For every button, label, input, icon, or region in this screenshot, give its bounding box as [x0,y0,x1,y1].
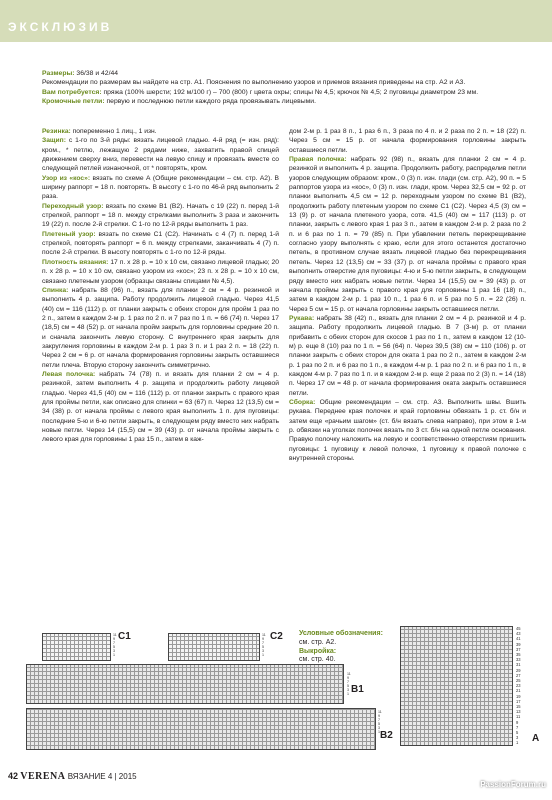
symbols-ref: см. стр. А2. [299,638,337,646]
paragraph-text: с 1-го по 3-й ряды: вязать лицевой гладью. 4-й ряд (= изн. ряд): кром., * петлю, лежащую 2 рядами ниже, захватить правой спицей движением сверху вниз, перевести на левую спицу и провязать вместе со следующей петлей изнаночной, от * повторять, кром. [42,137,279,173]
chart-b1-label: B1 [351,684,364,695]
chart-c1 [42,633,111,661]
chart-c1-row-numbers [113,633,117,657]
paragraph-heading: Рукава: [289,314,315,322]
paragraph [42,202,279,230]
header-band [0,0,552,42]
paragraph-text: 17 п. x 28 р. = 10 x 10 см, связано лицевой гладью; 20 п. x 28 р. = 10 x 10 см, связано узором из «кос»; 23 п. x 28 р. = 10 x 10 см, связано плетеным узором (образцы связаны спицами № 4,5). [42,258,279,285]
chart-c2-row-numbers [262,633,266,657]
paragraph-text: вязать по схеме В1 (В2). Начать с 19 (22) п. перед 1-й стрелкой, раппорт = 18 п. между стрелками выполнить 3 раза и закончить 19 (22) п. после 2-й стрелки. С 1-го по 12-й ряды выполнить 1 раз. [42,202,279,229]
row-number: 5 [347,684,349,688]
row-number: 5 [378,722,380,726]
sizes-value: 36/38 и 42/44 [74,70,119,77]
page-number: 42 [8,771,19,781]
paragraph [289,127,526,155]
recommend-text: Рекомендации по размерам вы найдете на стр. А1. Пояснения по выполнению узоров и приемов вязания приведены на стр. А2 и А3. [42,79,466,87]
paragraph-heading: Плетеный узор: [42,230,96,238]
paragraph [289,314,526,398]
row-number: 3 [347,688,349,692]
paragraph [289,398,526,463]
row-number: 3 [262,649,264,653]
symbols-heading: Условные обозначения: [299,630,383,637]
paragraph-text: набрать 92 (98) п., вязать для планки 2 см = 4 р. резинкой и выполнить 4 р. защипа. Продолжить работу, распределив петли узоров следующим образом: кром., 0 (3) п. изн. глади (см. стр. А2), 90 п. = 5 раппортов узора из «кос», 0 (3) п. изн. глади, кром. Через 32,5 см = 92 р. от планки выполнить 4,5 см = 12 р. переходным узором по схеме В1 (В2), продолжить работу плетеным узором по схеме С1 (С2). Через 4,5 (3) см = 13 (9) р. от начала плетеного узора, сотв. 41,5 (40) см = 117 (113) р. от планки, закрыть с левого края 1 раз 3 п., затем в каждом 2-м р. 2 раза по 2 п. и 6 раз по 1 п. = 79 (85) п. При убавлении петель перекрещивание согласно узору выполнять с краю, если для этого останется достаточно петель, в противном случае вязать лицевой гладью без перекрещивания петель. Через 12 (13,5) см = 33 (37) р. от начала проймы с правого края выполнить отверстие для пуговицы: 4-ю и 5-ю петли закрыть, в следующем ряду вместо них набрать новые петли. Через 14 (15,5) см = 39 (43) р. от начала проймы закрыть с правого края для горловины 1 раз 16 (18) п., затем в каждом 2-м р. 1 раз 10 п., 1 раз 6 п. и 5 раз по 5 п. = 22 (26) п. Через 5 см = 15 р. от начала горловины закрыть оставшиеся петли. [289,156,526,313]
paragraph-text: набрать 74 (78) п. и вязать для планки 2 см = 4 р. резинкой, затем выполнить 4 р. защипа и продолжить работу лицевой гладью. Через 41,5 (40) см = 116 (112) р. от планки закрыть с правого края для проймы петли, как описано для спинки = 63 (67) п. Через 12 (13,5) см = 34 (38) р. от начала проймы с левого края выполнить 1 п. для пуговицы: последние 5-ю и 6-ю петли закрыть, в следующем ряду вместо них набрать новые петли. Через 14 (15,5) см = 39 (43) р. от начала проймы закрыть с левого края для горловины 1 раз 15 п., затем в каж- [42,370,279,444]
row-number: 11 [113,633,117,637]
row-number: 3 [113,649,115,653]
legend-block [299,630,394,665]
materials-value: пряжа (100% шерсти; 192 м/100 г) – 700 (800) г цвета охры; спицы № 4,5; крючок № 4,5; 2 пуговицы диаметром 23 мм. [101,88,479,96]
paragraph [42,136,279,173]
row-number: 1 [516,740,519,746]
row-number: 9 [262,637,264,641]
row-number: 43 [516,631,521,637]
row-number: 7 [347,680,349,684]
row-number: 1 [347,692,349,696]
row-number: 33 [516,657,521,663]
intro-block [42,69,512,107]
paragraph-heading: Переходный узор: [42,202,104,210]
page-footer [8,771,137,782]
paragraph-text: набрать 38 (42) п., вязать для планки 2 см = 4 р. резинкой и 4 р. защипа. Работу продолжить лицевой гладью. В 7 (3-м) р. от планки прибавить с обеих сторон для скосов 1 раз по 1 п., затем в каждом 12 (10-м) р. еще 8 (10) раз по 1 п. = 56 (64) п. Через 39,5 (38) см = 110 (106) р. от планки закрыть с обеих сторон для оката 1 раз по 2 п., затем в каждом 2-м р. 1 раз по 2 п. и 6 раз по 1 п., в каждом 4-м р. 1 раз по 2 п. и 6 раз по 1 п., в каждом 4-м р. 7 раз по 1 п. и в каждом 2-м р. еще 2 раза по 2 (3) п. = 14 (18) п. Через 17 см = 48 р. от начала формирования оката закрыть оставшиеся петли. [289,314,526,397]
edge-value: первую и последнюю петли каждого ряда провязывать лицевыми. [104,98,316,106]
paragraph [42,174,279,202]
paragraph-text: попеременно 1 лиц., 1 изн. [70,128,157,135]
row-number: 19 [516,693,521,699]
row-number: 21 [516,688,521,694]
row-number: 1 [378,730,380,734]
paragraph-text: дом 2-м р. 1 раз 8 п., 1 раз 6 п., 3 раза по 4 п. и 2 раза по 2 п. = 18 (22) п. Через 5 см = 15 р. от начала формирования горловины закрыть оставшиеся петли. [289,128,526,154]
paragraph-heading: Спинка: [42,286,69,294]
row-number: 9 [378,714,380,718]
section-title: ЭКСКЛЮЗИВ [8,20,113,34]
paragraph-heading: Плотность вязания: [42,258,109,266]
materials-label: Вам потребуется: [42,88,102,96]
row-number: 5 [262,645,264,649]
paragraph-heading: Правая полочка: [289,156,347,164]
row-number: 37 [516,646,521,652]
paragraph [42,286,279,370]
row-number: 9 [516,719,519,725]
row-number: 17 [516,698,521,704]
chart-a [400,626,513,746]
chart-c2-label: C2 [270,631,283,642]
row-number: 7 [262,641,264,645]
paragraph [42,258,279,286]
left-column [42,127,279,445]
paragraph-text: набрать 88 (96) п., вязать для планки 2 см = 4 р. резинкой и выполнить 4 р. защипа. Работу продолжить лицевой гладью. Через 41,5 (40) см = 116 (112) р. от планки закрыть с обеих сторон для пройм 1 раз по 2 п., затем в каждом 2-м р. 1 раз по 2 п. и 7 раз по 1 п. = 66 (74) п. Через 17 (18,5) см = 48 (52) р. от начала пройм закрыть для горловины средние 20 п. и сначала закончить левую сторону. С внутреннего края закрыть для закругления горловины в каждом 2-м р. 1 раз 3 п. и 1 раз 2 п. = 18 (22) п. Через 2 см = 6 р. от начала формирования горловины закрыть оставшиеся петли плеча. Вторую сторону закончить симметрично. [42,286,279,369]
edge-label: Кромочные петли: [42,98,105,106]
row-number: 9 [347,676,349,680]
paragraph-text: вязать по схеме А (Общие рекомендации – см. стр. А2). В ширину раппорт = 18 п. повторять. В высоту с 1-го по 46-й ряд выполнить 2 раза. [42,174,279,201]
chart-a-label: A [532,733,540,744]
row-number: 23 [516,683,521,689]
right-column [289,127,526,463]
row-number: 7 [516,724,519,730]
issue-text: ВЯЗАНИЕ 4 | 2015 [67,772,137,781]
paragraph-text: вязать по схеме С1 (С2). Начинать с 4 (7) п. перед 1-й стрелкой, повторять раппорт = 6 п. между стрелками, заканчивать 4 (7) п. после 2-й стрелки. В высоту повторять с 1-го по 12-й ряды. [42,230,280,257]
row-number: 11 [262,633,266,637]
row-number: 27 [516,672,521,678]
chart-b2 [26,708,376,750]
paragraph-heading: Резинка: [42,128,71,135]
chart-b2-label: B2 [380,730,393,741]
paragraph [42,370,279,445]
chart-a-row-numbers [516,626,521,746]
row-number: 15 [516,704,521,710]
paragraph [289,155,526,314]
row-number: 45 [516,626,521,631]
row-number: 9 [113,637,115,641]
paragraph-heading: Защип: [42,137,66,145]
paragraph [42,230,279,258]
row-number: 7 [378,718,380,722]
row-number: 39 [516,641,521,647]
row-number: 31 [516,662,521,668]
row-number: 29 [516,667,521,673]
row-number: 1 [113,653,115,657]
row-number: 3 [516,735,519,741]
row-number: 25 [516,678,521,684]
row-number: 3 [378,726,380,730]
row-number: 35 [516,652,521,658]
row-number: 11 [516,714,521,720]
row-number: 11 [347,672,351,676]
row-number: 11 [378,710,382,714]
brand-logo: VERENA [20,771,66,782]
row-number: 7 [113,641,115,645]
chart-c1-label: C1 [118,631,131,642]
row-number: 41 [516,636,521,642]
pattern-heading: Выкройка: [299,647,337,655]
sizes-label: Размеры: [42,70,75,77]
row-number: 5 [113,645,115,649]
paragraph-text: Общие рекомендации – см. стр. А3. Выполнить швы. Вшить рукава. Переднее края полочек и край горловины обвязать 1 р. ст. б/н и затем еще «рачьим шагом» (ст. б/н вязать слева направо), при этом в 1-м р. обвязки на уголках полочек вязать по 3 ст. б/н на одной петле основания. Правую полочку наложить на левую и соответственно отверстиям пришить пуговицы: 1 пуговицу к левой полочке, 1 пуговицу к правой полочке с внутренней стороны. [289,398,526,463]
paragraph-heading: Левая полочка: [42,370,96,378]
paragraph-heading: Узор из «кос»: [42,174,91,182]
row-number: 5 [516,730,519,736]
paragraph-heading: Сборка: [289,398,316,406]
pattern-ref: см. стр. 40. [299,656,336,664]
paragraph [42,127,279,136]
chart-c2 [168,633,260,661]
row-number: 13 [516,709,521,715]
chart-b1 [26,664,344,704]
row-number: 1 [262,653,264,657]
watermark: PassionForum.ru [480,780,546,789]
